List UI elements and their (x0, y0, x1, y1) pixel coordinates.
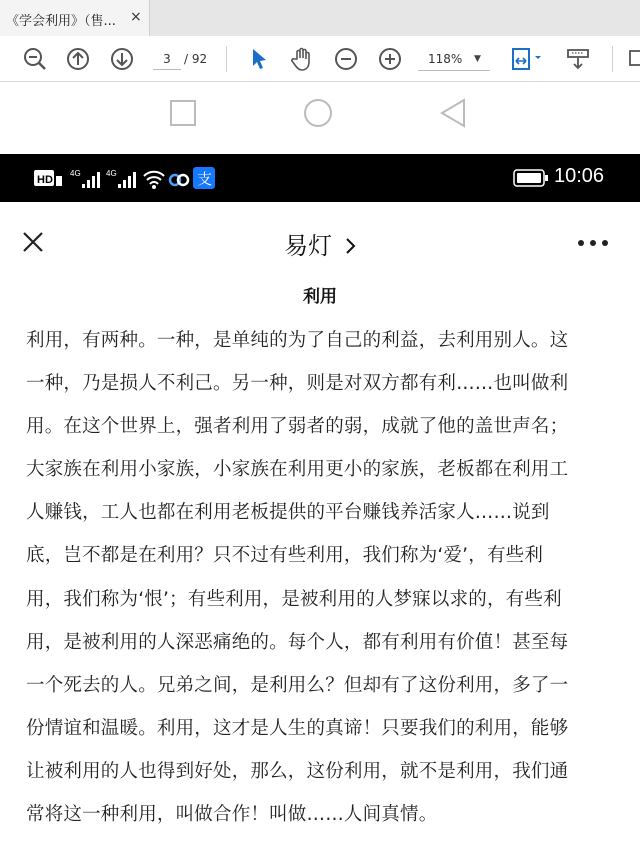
article-line: 大家族在利用小家族，小家族在利用更小的家族，老板都在利用工 (26, 459, 569, 481)
page-total: / 92 (184, 52, 208, 66)
tab-title: 《学会利用》（售... (6, 14, 116, 29)
phone-status-bar (0, 154, 640, 202)
article-line: 用，是被利用的人深恶痛绝的。每个人，都有利用有价值！甚至每 (26, 631, 569, 653)
svg-text:HD: HD (37, 174, 53, 186)
next-page-icon[interactable] (109, 46, 135, 72)
toolbar (0, 36, 640, 82)
recent-apps-icon[interactable] (168, 98, 198, 128)
download-icon[interactable] (565, 46, 591, 72)
fit-page-icon[interactable] (510, 46, 544, 72)
back-icon[interactable] (438, 98, 468, 128)
4g-signal-icon (106, 168, 140, 190)
article-heading: 利用 (303, 287, 337, 307)
article-line: 一个死去的人。兄弟之间，是利用么？但却有了这份利用，多了一 (26, 674, 569, 696)
prev-page-icon[interactable] (65, 46, 91, 72)
zoom-out-magnifier-icon[interactable] (22, 46, 48, 72)
wifi-icon (142, 168, 166, 190)
toolbar-divider (226, 46, 227, 72)
home-icon[interactable] (303, 98, 333, 128)
article-line: 利用，有两种。一种，是单纯的为了自己的利益，去利用别人。这 (26, 330, 569, 351)
toolbar-divider (612, 46, 613, 72)
article-line: 用。在这个世界上，强者利用了弱者的弱，成就了他的盖世声名； (26, 416, 569, 438)
page-number-input[interactable]: 3 (153, 49, 181, 70)
battery-icon (513, 169, 549, 187)
hand-icon[interactable] (289, 46, 315, 72)
close-icon[interactable]: × (130, 9, 142, 25)
document-tab[interactable] (0, 0, 150, 36)
cloud-icon (168, 168, 190, 188)
article-line: 底，岂不都是在利用？只不过有些利用，我们称为‘爱’，有些利 (26, 545, 544, 567)
zoom-select[interactable] (418, 48, 490, 71)
zoom-value: 118% (428, 52, 463, 66)
comment-icon[interactable] (624, 46, 640, 72)
app-header (0, 202, 640, 280)
article-line: 常将这一种利用，叫做合作！叫做……人间真情。 (26, 804, 438, 826)
article-line: 一种，乃是损人不利己。另一种，则是对双方都有利……也叫做利 (26, 373, 569, 395)
svg-text:4G: 4G (106, 169, 117, 178)
status-time: 10:06 (554, 165, 605, 187)
article-line: 份情谊和温暖。利用，这才是人生的真谛！只要我们的利用，能够 (26, 717, 569, 739)
alipay-icon (193, 167, 215, 189)
article-line: 用，我们称为‘恨’；有些利用，是被利用的人梦寐以求的，有些利 (26, 588, 562, 610)
zoom-plus-icon[interactable] (377, 46, 403, 72)
svg-text:支: 支 (197, 170, 213, 188)
article-body (26, 319, 616, 836)
article-line: 让被利用的人也得到好处，那么，这份利用，就不是利用，我们通 (26, 760, 569, 782)
chevron-right-icon (344, 237, 356, 255)
app-title[interactable] (0, 226, 640, 261)
select-arrow-icon[interactable] (246, 46, 272, 72)
more-icon[interactable] (577, 239, 609, 247)
chevron-down-icon: ▼ (474, 54, 481, 64)
hd-icon (34, 168, 68, 188)
4g-signal-icon (70, 168, 104, 190)
svg-text:4G: 4G (70, 169, 81, 178)
app-title-text: 易灯 (284, 232, 333, 260)
android-nav-bar (0, 82, 640, 148)
article-line: 人赚钱，工人也都在利用老板提供的平台赚钱养活家人……说到 (26, 502, 550, 524)
tab-bar (0, 0, 640, 36)
zoom-minus-icon[interactable] (333, 46, 359, 72)
